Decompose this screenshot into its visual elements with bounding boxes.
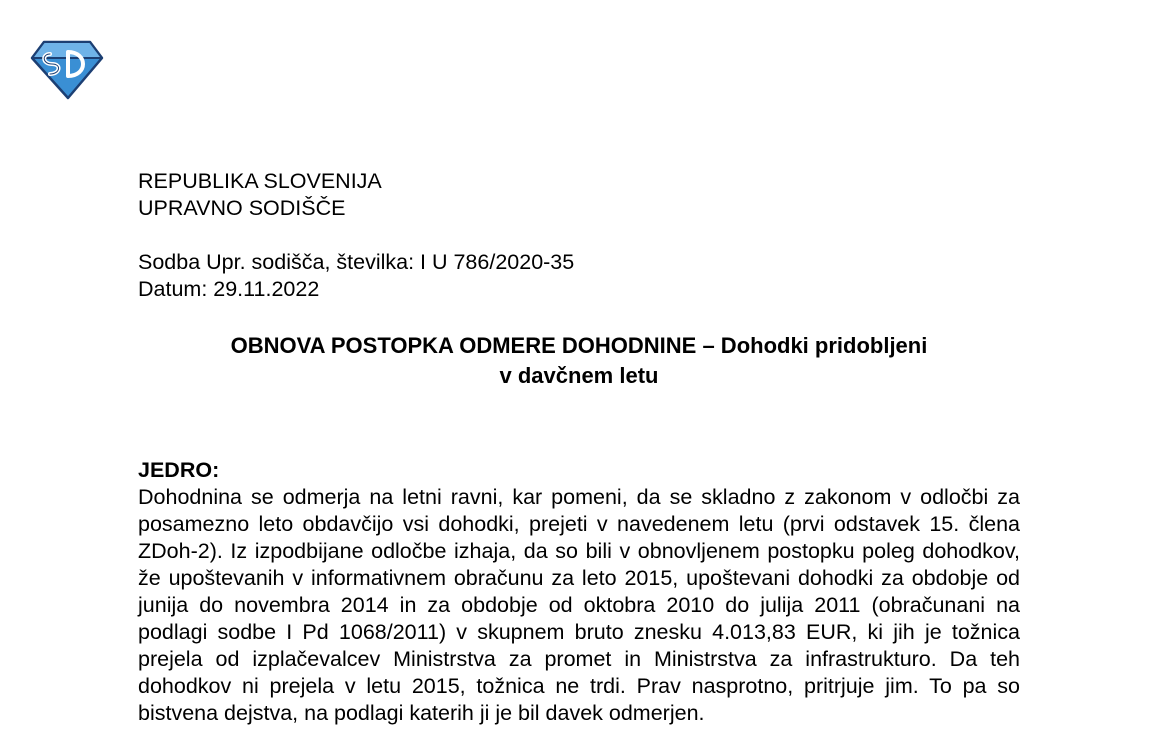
jedro-paragraph: Dohodnina se odmerja na letni ravni, kar pomeni, da se skladno z zakonom v odločbi za posamezno leto obdavčijo vsi dohodki, prejeti v navedenem letu (prvi odstavek 15. člena ZDoh-2). Iz izpodbijane odločbe izhaja, da so bili v obnovljenem postopku poleg dohodkov, že upoštevanih v informativnem obračunu za leto 2015, upoštevani dohodki za obdobje od junija do novembra 2014 in za obdobje od oktobra 2010 do julija 2011 (obračunani na podlagi sodbe I Pd 1068/2011) v skupnem bruto znesku 4.013,83 EUR, ki jih je tožnica prejela od izplačevalcev Ministrstva za promet in Ministrstva za infrastrukturo. Da teh dohodkov ni prejela v letu 2015, tožnica ne trdi. Prav nasprotno, pritrjuje jim. To pa so bistvena dejstva, na podlagi katerih ji je bil davek odmerjen. (138, 485, 1020, 725)
document-title (138, 331, 1020, 391)
judgment-date: Datum: 29.11.2022 (138, 277, 320, 301)
court-logo-icon (30, 40, 104, 100)
court-name: UPRAVNO SODIŠČE (138, 196, 346, 220)
title-line-2: v davčnem letu (499, 363, 659, 388)
jedro-heading: JEDRO: (138, 458, 220, 482)
title-line-1: OBNOVA POSTOPKA ODMERE DOHODNINE – Dohodki pridobljeni (230, 333, 928, 358)
republic-name: REPUBLIKA SLOVENIJA (138, 169, 382, 193)
document-body (138, 168, 1020, 727)
case-number: Sodba Upr. sodišča, številka: I U 786/2020-35 (138, 250, 575, 274)
